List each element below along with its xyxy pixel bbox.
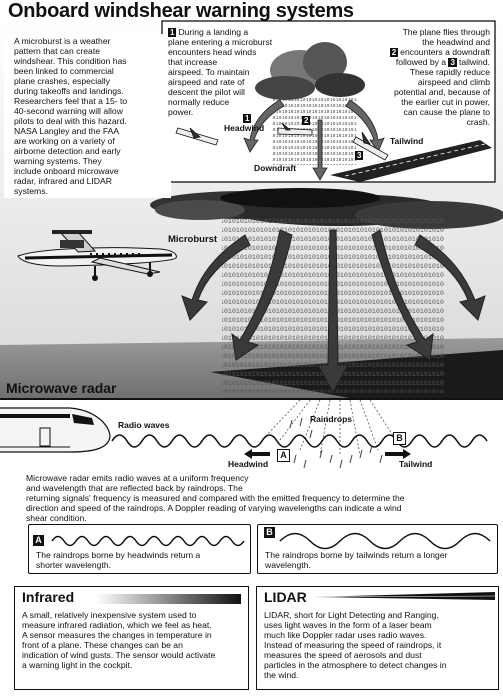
step23-text: The plane flies through the headwind and 2 encounters a downdraft followed by a 3 tailwind. These rapidly reduce airspeed and climb potential and, because of the earlier cut in power, can cause the plane to crash.	[391, 27, 490, 127]
radar-headwind-label: Headwind	[228, 459, 269, 469]
inset-marker-3: 3	[357, 151, 362, 160]
inset-marker-1: 1	[245, 114, 250, 123]
radar-description: Microwave radar emits radio waves at a uniform frequency and wavelength that are reflected back by raindrops. The returning signals' frequency is measured and compared with the emitted frequency to determine the direction and speed of the raindrops. A Doppler reading of varying wavelengths can indicate a wind shear condition.	[26, 473, 405, 523]
microburst-label: Microburst	[168, 234, 218, 245]
step3-number: 3	[450, 58, 455, 67]
step2-number: 2	[391, 48, 397, 57]
inset-downdraft-label: Downdraft	[254, 163, 297, 173]
intro-text: A microburst is a weather pattern that can create windshear. This condition has been linked to commercial plane crashes, especially during takeoffs and landings. Researchers feel that a 15- to 40-second warning will allow pilots to deal with this hazard. NASA Langley and the FAA are working on a variety of airborne detection and early warning systems. They include onboard microwave radar, infrared and LIDAR systems.	[4, 34, 171, 198]
raindrops-label: Raindrops	[310, 414, 353, 424]
box-b-text: The raindrops borne by tailwinds return a longer wavelength.	[265, 550, 448, 570]
infrared-title: Infrared	[22, 589, 75, 605]
radio-wave	[112, 435, 487, 447]
inset-headwind-label: Headwind	[224, 123, 265, 133]
radar-tailwind-label: Tailwind	[399, 459, 433, 469]
lidar-title: LIDAR	[264, 589, 307, 605]
page-title: Onboard windshear warning systems	[8, 0, 354, 22]
box-b-letter: B	[264, 527, 275, 538]
radar-airplane	[0, 408, 110, 452]
radar-title: Microwave radar	[6, 380, 117, 396]
lidar-text: LIDAR, short for Light Detecting and Ranging, uses light waves in the form of a laser beam much like Doppler radar uses radio waves. Instead of measuring the speed of raindrops, it measures the speed of aerosols and dust particles in the atmosphere to detect changes in the wind.	[264, 610, 447, 680]
inset-tailwind-label: Tailwind	[390, 136, 424, 146]
box-a-letter: A	[33, 535, 44, 546]
step1-number: 1	[170, 28, 175, 37]
marker-a: A	[277, 449, 290, 462]
headwind-arrow	[244, 449, 270, 459]
radio-waves-label: Radio waves	[118, 420, 170, 430]
step1-text: 1 During a landing a plane entering a microburst encounters head winds that increase airspeed. To maintain airspeed and rate of descent the pilot will normally reduce power.	[168, 27, 273, 117]
inset-marker-2: 2	[304, 116, 309, 125]
marker-b: B	[393, 432, 406, 445]
box-a-text: The raindrops borne by headwinds return a shorter wavelength.	[36, 550, 201, 570]
infrared-text: A small, relatively inexpensive system used to measure infrared radiation, which we feel as heat. A sensor measures the changes in temperature in front of a plane. These changes can be an indication of wind gusts. The sensor would activate a warning light in the cockpit.	[22, 610, 216, 670]
tailwind-arrow	[385, 449, 411, 459]
